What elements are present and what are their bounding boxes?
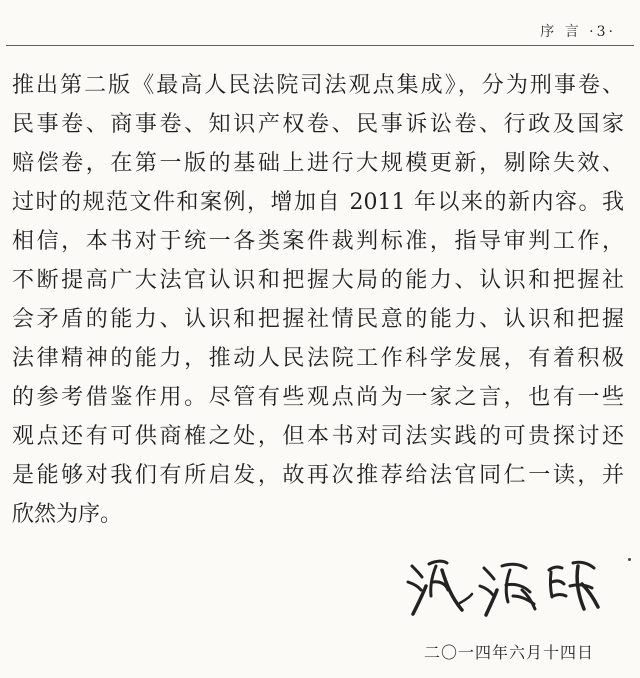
- body-line-8: 法律精神的能力，推动人民法院工作科学发展，有着积极: [12, 346, 624, 371]
- handwritten-signature: [402, 548, 602, 626]
- body-line-10: 观点还有可供商榷之处，但本书对司法实践的可贵探讨还: [12, 424, 624, 449]
- body-line-2: 民事卷、商事卷、知识产权卷、民事诉讼卷、行政及国家: [12, 112, 624, 137]
- body-line-3: 赔偿卷，在第一版的基础上进行大规模更新，剔除失效、: [12, 151, 624, 176]
- body-line-11: 是能够对我们有所启发，故再次推荐给法官同仁一读，并: [12, 463, 624, 488]
- running-head: 序 言 ·3·: [540, 24, 616, 40]
- body-text: [12, 66, 624, 534]
- sign-date: 二〇一四年六月十四日: [424, 643, 595, 662]
- mark-dot: [628, 558, 631, 561]
- header-rule: [6, 45, 634, 46]
- body-line-7: 会矛盾的能力、认识和把握社情民意的能力、认识和把握: [12, 307, 624, 332]
- body-line-4: 过时的规范文件和案例，增加自 2011 年以来的新内容。我: [12, 190, 624, 215]
- body-line-5: 相信，本书对于统一各类案件裁判标准，指导审判工作，: [12, 229, 624, 254]
- body-line-6: 不断提高广大法官认识和把握大局的能力、认识和把握社: [12, 268, 624, 293]
- body-line-1: 推出第二版《最高人民法院司法观点集成》，分为刑事卷、: [12, 73, 624, 98]
- page-header: [0, 0, 640, 48]
- body-line-9: 的参考借鉴作用。尽管有些观点尚为一家之言，也有一些: [12, 385, 624, 410]
- body-line-12: 欣然为序。: [12, 502, 123, 527]
